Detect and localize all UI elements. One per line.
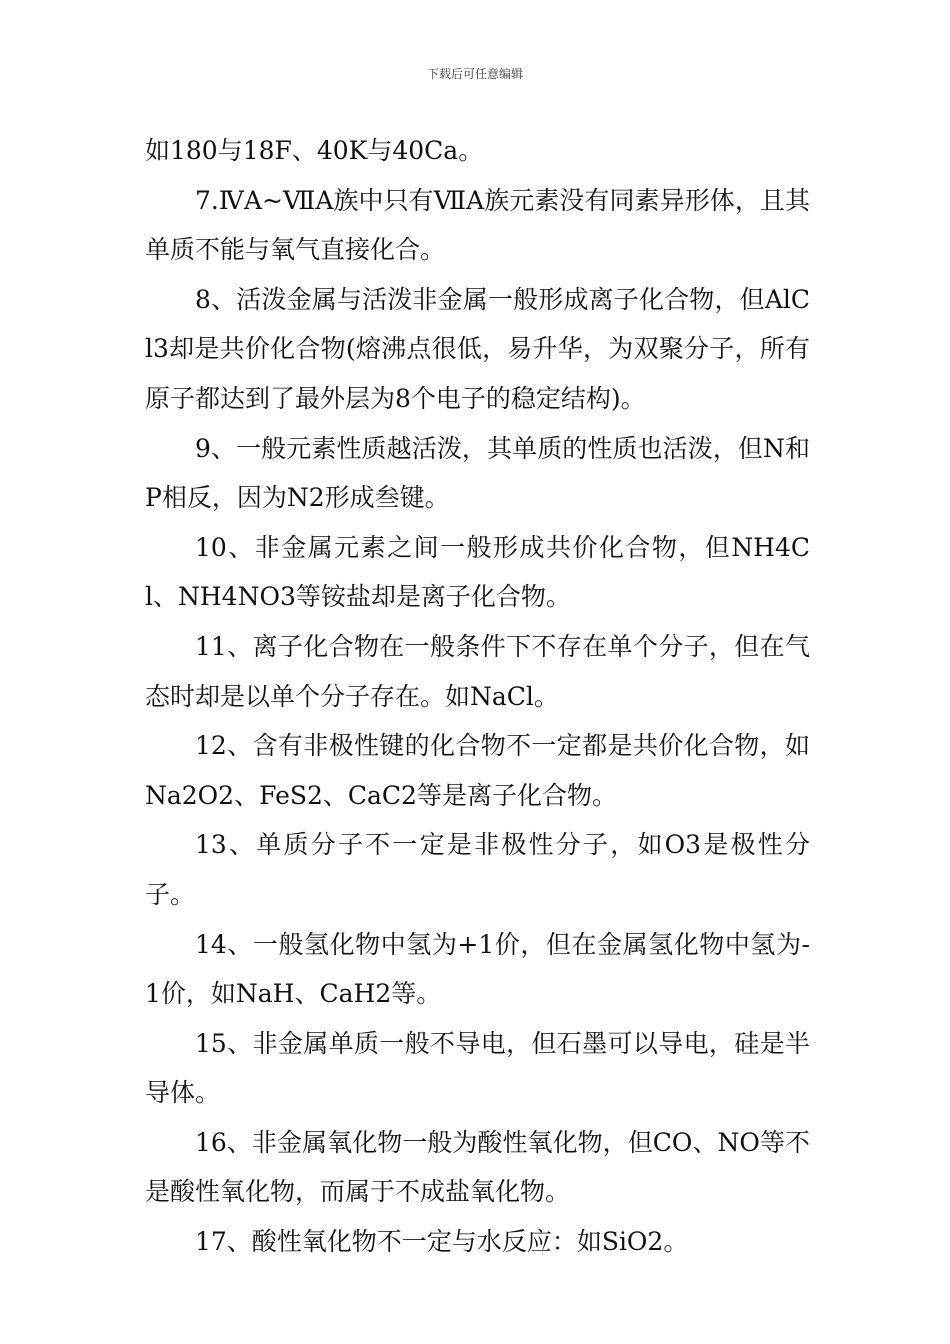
paragraph-item-7: 7.ⅣA~ⅦA族中只有ⅦA族元素没有同素异形体，且其单质不能与氧气直接化合。 [145, 185, 810, 265]
page-header: 下载后可任意编辑 [426, 67, 523, 81]
paragraph-item-13: 13、单质分子不一定是非极性分子，如O3是极性分子。 [145, 830, 810, 909]
paragraph-item-8: 8、活泼金属与活泼非金属一般形成离子化合物，但AlCl3却是共价化合物(熔沸点很低，易升华，为双聚分子，所有原子都达到了最外层为8个电子的稳定结构)。 [145, 284, 810, 413]
paragraph-item-16: 16、非金属氧化物一般为酸性氧化物，但CO、NO等不是酸性氧化物，而属于不成盐氧化物。 [145, 1127, 810, 1207]
paragraph-item-15: 15、非金属单质一般不导电，但石墨可以导电，硅是半导体。 [145, 1028, 810, 1108]
paragraph-item-9: 9、一般元素性质越活泼，其单质的性质也活泼，但N和P相反，因为N2形成叁键。 [145, 433, 810, 513]
paragraph-item-11: 11、离子化合物在一般条件下不存在单个分子，但在气态时却是以单个分子存在。如NaCl。 [145, 631, 810, 711]
paragraph-item-10: 10、非金属元素之间一般形成共价化合物，但NH4Cl、NH4NO3等铵盐却是离子化合物。 [145, 532, 810, 612]
paragraph-item-12: 12、含有非极性键的化合物不一定都是共价化合物，如Na2O2、FeS2、CaC2等是离子化合物。 [145, 731, 810, 810]
paragraph-item-17: 17、酸性氧化物不一定与水反应：如SiO2。 [195, 1227, 689, 1257]
paragraph-continuation: 如180与18F、40K与40Ca。 [145, 136, 484, 165]
document-body [145, 126, 810, 1267]
paragraph-item-14: 14、一般氢化物中氢为+1价，但在金属氢化物中氢为-1价，如NaH、CaH2等。 [145, 929, 810, 1009]
